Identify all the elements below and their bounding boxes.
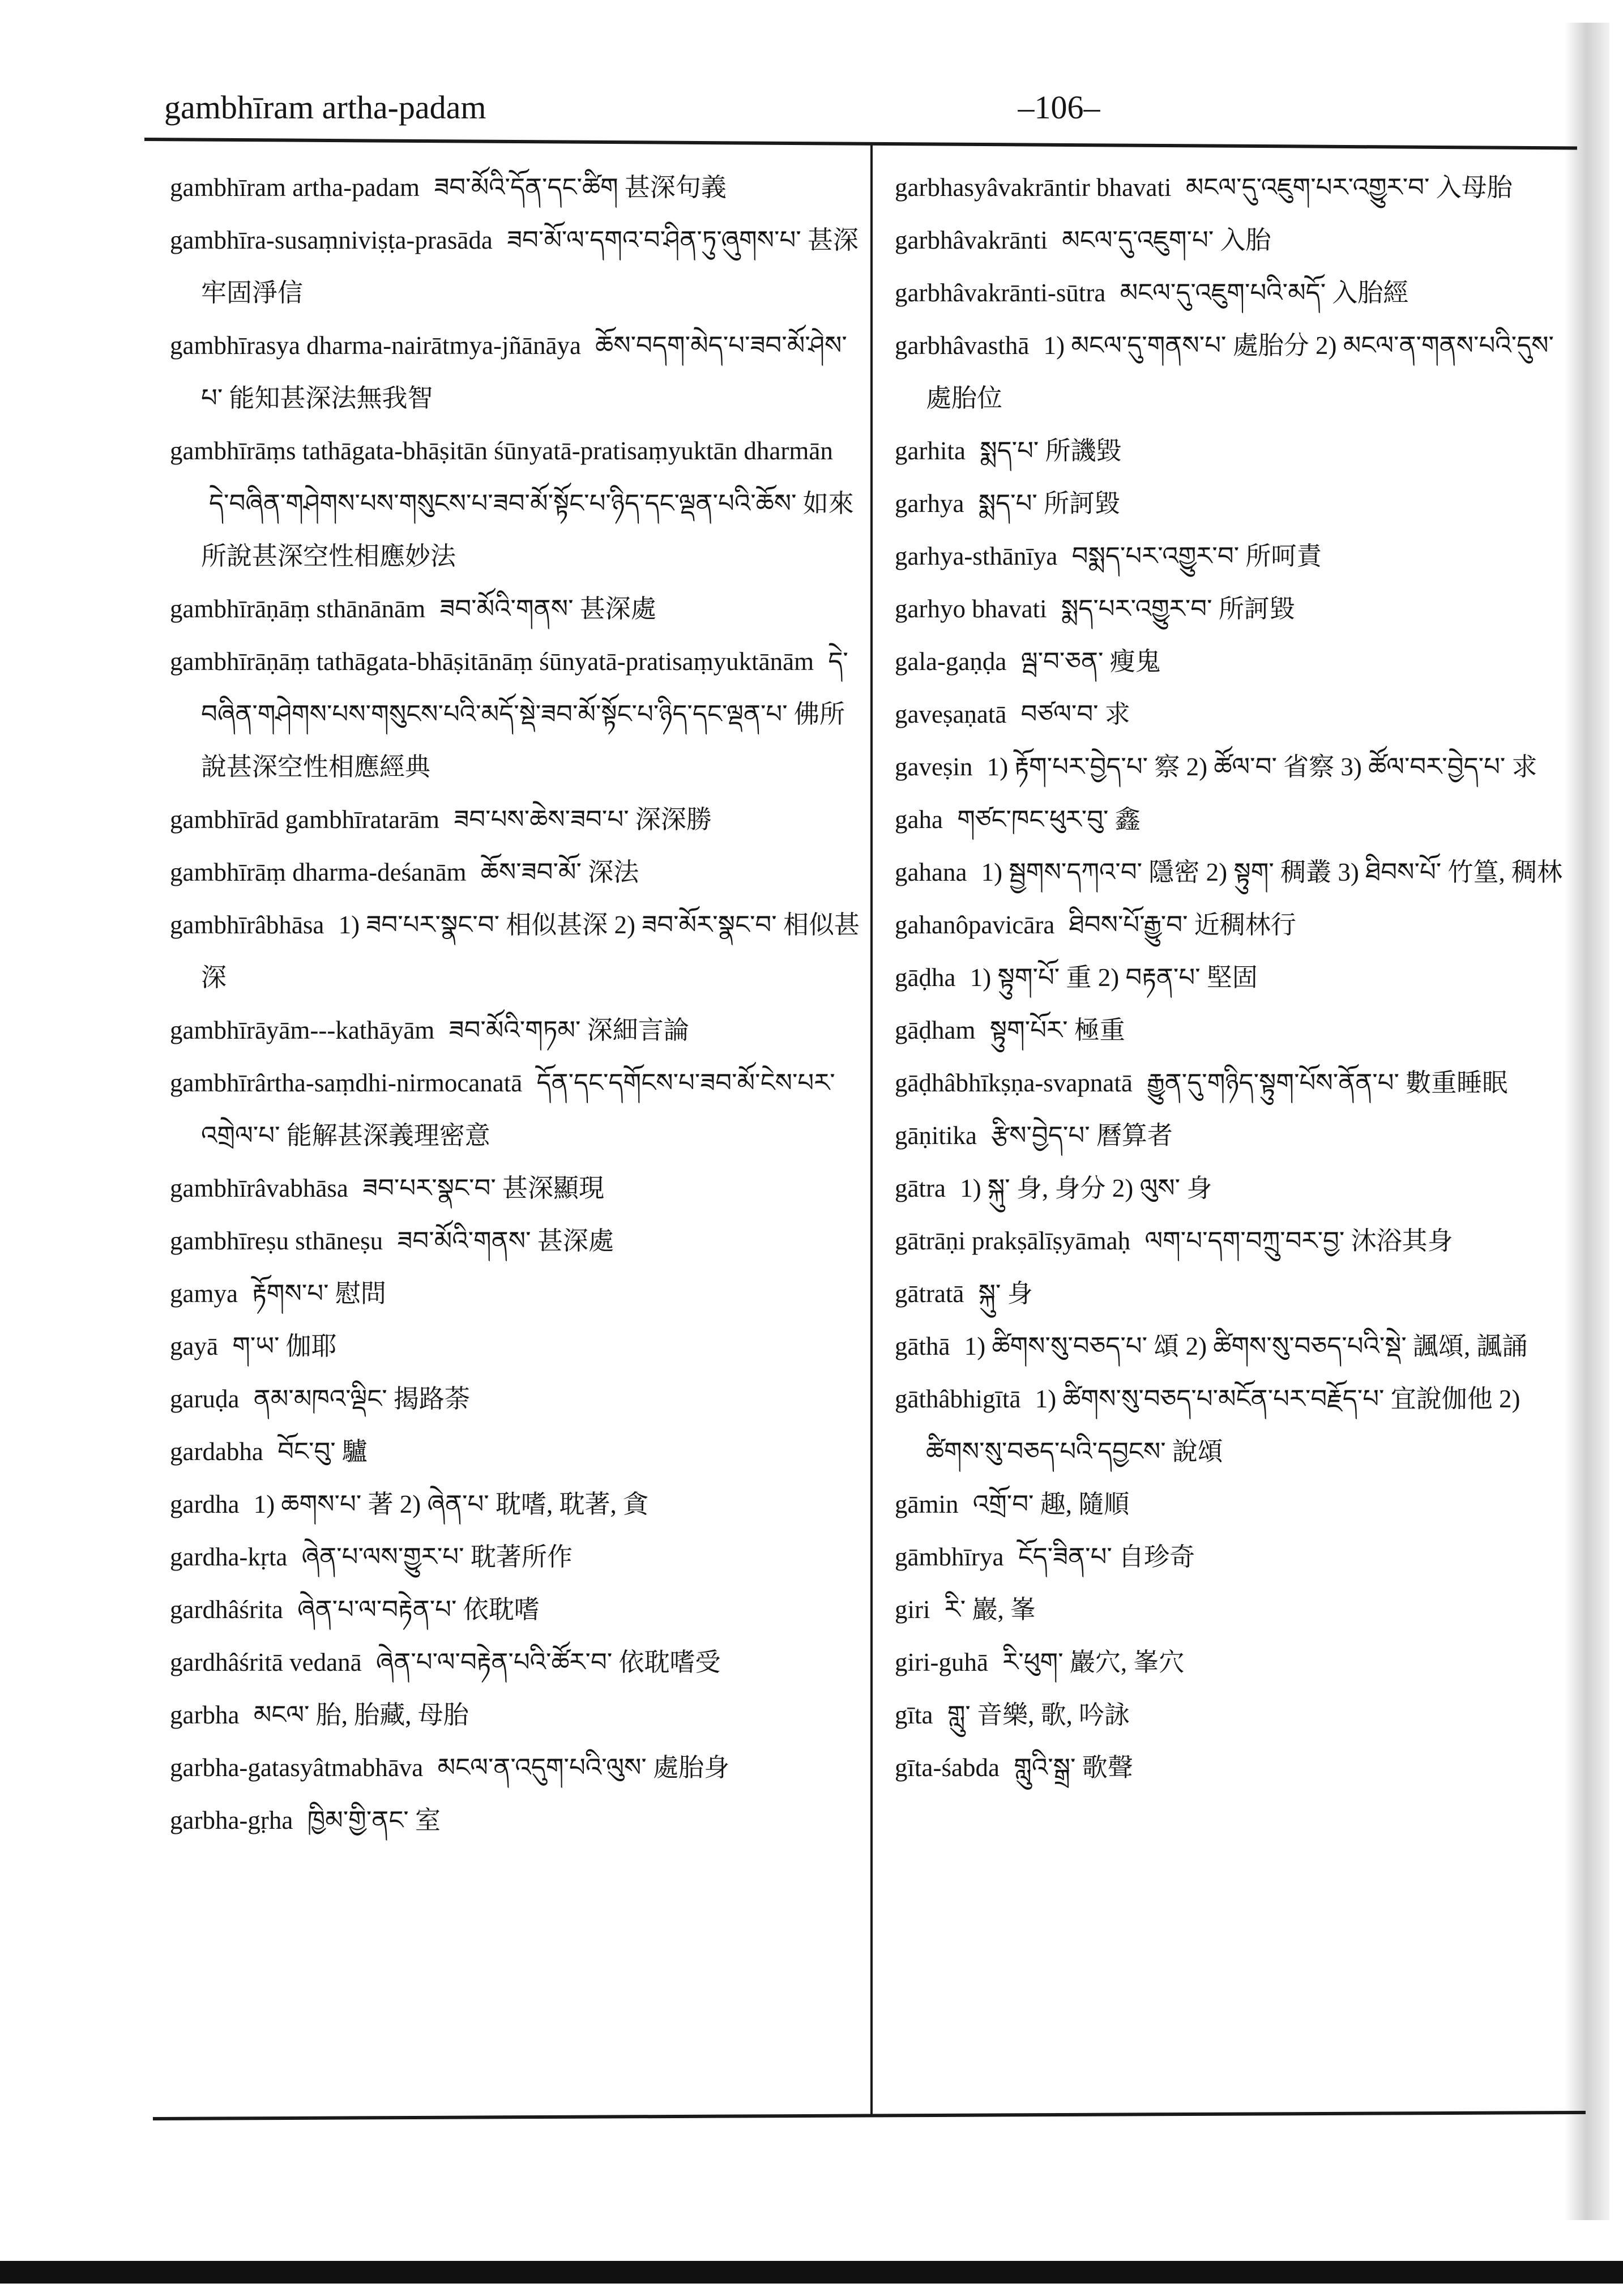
dictionary-entry xyxy=(170,214,866,319)
entry-headword: gāḍha xyxy=(895,963,956,992)
entry-headword: gala-gaṇḍa xyxy=(895,647,1007,676)
entry-gloss: བསྨད་པར་འགྱུར་བ་ 所呵責 xyxy=(1071,542,1322,570)
dictionary-entry xyxy=(895,1162,1566,1215)
entry-headword: gīta xyxy=(895,1701,933,1729)
entry-gloss: ཟབ་མོའི་གནས་ 甚深處 xyxy=(439,595,656,623)
entry-headword: gambhīrâvabhāsa xyxy=(170,1174,348,1202)
dictionary-entry xyxy=(170,1215,866,1268)
entry-headword: gambhīrāṇāṃ tathāgata-bhāṣitānāṃ śūnyatā-pratisaṃyuktānām xyxy=(170,647,814,676)
dictionary-entry xyxy=(170,1636,866,1689)
entry-headword: garbhâvakrānti xyxy=(895,226,1048,254)
entry-gloss: ཟབ་མོའི་གནས་ 甚深處 xyxy=(397,1227,614,1255)
entry-headword: garbhasyâvakrāntir bhavati xyxy=(895,173,1172,202)
dictionary-entry xyxy=(170,1057,866,1162)
entry-gloss: ངོད་ཟིན་པ་ 自珍奇 xyxy=(1018,1543,1195,1571)
entry-gloss: སྨད་པར་འགྱུར་བ་ 所訶毀 xyxy=(1061,595,1295,623)
entry-gloss: མངལ་དུ་འཇུག་པར་འགྱུར་བ་ 入母胎 xyxy=(1185,173,1513,202)
dictionary-entry xyxy=(895,1109,1566,1162)
entry-gloss: འགྲོ་བ་ 趣, 隨順 xyxy=(972,1490,1130,1518)
entry-headword: gamya xyxy=(170,1279,238,1308)
dictionary-entry xyxy=(170,635,866,793)
entry-gloss: མངལ་ 胎, 胎藏, 母胎 xyxy=(253,1701,469,1729)
dictionary-entry xyxy=(895,214,1566,267)
dictionary-entry xyxy=(895,899,1566,951)
dictionary-entry xyxy=(895,951,1566,1004)
dictionary-entry xyxy=(895,635,1566,688)
entry-headword: gardabha xyxy=(170,1437,263,1466)
dictionary-entry xyxy=(895,1320,1566,1373)
scan-edge-shadow xyxy=(1564,23,1609,2220)
running-head: gambhīram artha-padam xyxy=(164,89,486,126)
dictionary-entry xyxy=(170,1004,866,1057)
entry-gloss: ཞེན་པ་ལས་གྱུར་པ་ 耽著所作 xyxy=(301,1543,573,1571)
dictionary-entry xyxy=(895,1478,1566,1531)
entry-headword: garhya xyxy=(895,489,964,518)
dictionary-entry xyxy=(170,846,866,899)
entry-gloss: ནམ་མཁའ་ལྡིང་ 揭路荼 xyxy=(253,1385,470,1413)
page-header xyxy=(164,82,1557,133)
entry-headword: garbha xyxy=(170,1701,240,1729)
dictionary-entry xyxy=(170,1162,866,1215)
dictionary-entry xyxy=(895,161,1566,214)
dictionary-entry xyxy=(895,846,1566,899)
entry-headword: garbhâvasthā xyxy=(895,331,1030,360)
entry-gloss: 1) སྦྱགས་དཀའ་བ་ 隱密 2) སྟུག་ 稠叢 3) ཐིབས་པོ་ 竹篁, 稠林 xyxy=(981,858,1562,886)
dictionary-entry xyxy=(895,425,1566,477)
entry-headword: gaveṣin xyxy=(895,753,973,781)
dictionary-entry xyxy=(170,1531,866,1584)
entry-headword: gambhīram artha-padam xyxy=(170,173,420,202)
entry-headword: garbha-gṛha xyxy=(170,1806,293,1834)
entry-headword: gīta-śabda xyxy=(895,1753,1000,1782)
entry-headword: giri-guhā xyxy=(895,1648,988,1676)
entry-gloss: ག་ཡ་ 伽耶 xyxy=(232,1332,337,1360)
entry-headword: garbhâvakrānti-sūtra xyxy=(895,279,1106,307)
entry-gloss: རྩིས་བྱེད་པ་ 曆算者 xyxy=(991,1121,1173,1150)
entry-headword: gambhīrâbhāsa xyxy=(170,911,324,939)
dictionary-entry xyxy=(170,899,866,1004)
dictionary-entry xyxy=(895,477,1566,530)
entry-headword: gambhīrasya dharma-nairātmya-jñānāya xyxy=(170,331,581,360)
entry-headword: gātratā xyxy=(895,1279,964,1308)
column-divider xyxy=(870,143,873,2117)
entry-headword: gardha-kṛta xyxy=(170,1543,288,1571)
dictionary-entry xyxy=(170,793,866,846)
entry-headword: gambhīrāyām---kathāyām xyxy=(170,1016,435,1044)
dictionary-entry xyxy=(895,530,1566,583)
entry-headword: gambhīreṣu sthāneṣu xyxy=(170,1227,383,1255)
dictionary-entry xyxy=(170,425,866,583)
entry-headword: garhya-sthānīya xyxy=(895,542,1058,570)
entry-gloss: 1) རྟོག་པར་བྱེད་པ་ 察 2) ཚོལ་བ་ 省察 3) ཚོལ་བར་བྱེད་པ་ 求 xyxy=(986,753,1537,781)
entry-gloss: དོན་དང་དགོངས་པ་ཟབ་མོ་ངེས་པར་འགྲེལ་པ་ 能解甚深義理密意 xyxy=(201,1069,835,1150)
entry-headword: gaha xyxy=(895,805,943,834)
dictionary-entry xyxy=(895,741,1566,793)
entry-headword: gardhâśrita xyxy=(170,1595,283,1624)
entry-gloss: 1) ཚིགས་སུ་བཅད་པ་ 頌 2) ཚིགས་སུ་བཅད་པའི་སྡེ་ 諷頌, 諷誦 xyxy=(964,1332,1528,1360)
dictionary-entry xyxy=(895,1004,1566,1057)
dictionary-entry xyxy=(895,1531,1566,1584)
dictionary-entry xyxy=(170,319,866,425)
entry-headword: gambhīrāṃ dharma-deśanām xyxy=(170,858,467,886)
dictionary-entry xyxy=(170,1426,866,1478)
entry-headword: gāḍhâbhīkṣṇa-svapnatā xyxy=(895,1069,1133,1097)
entry-gloss: ཐིབས་པོ་རྒྱུ་བ་ 近稠林行 xyxy=(1069,911,1296,939)
entry-gloss: རྒྱུན་དུ་གཉིད་སྟུག་པོས་ནོན་པ་ 數重睡眠 xyxy=(1147,1069,1508,1097)
dictionary-entry xyxy=(895,319,1566,425)
entry-gloss: དེ་བཞིན་གཤེགས་པས་གསུངས་པའི་མདོ་སྡེ་ཟབ་མོ་སྟོང་པ་ཉིད་དང་ལྡན་པ་ 佛所說甚深空性相應經典 xyxy=(201,647,848,781)
entry-gloss: ཁྱིམ་གྱི་ནང་ 室 xyxy=(307,1806,441,1834)
entry-gloss: 1) སྐུ་ 身, 身分 2) ལུས་ 身 xyxy=(960,1174,1212,1202)
dictionary-entry xyxy=(895,1742,1566,1794)
entry-headword: gayā xyxy=(170,1332,218,1360)
entry-headword: gāmbhīrya xyxy=(895,1543,1004,1571)
dictionary-entry xyxy=(170,1689,866,1742)
left-column xyxy=(170,161,866,1847)
entry-headword: giri xyxy=(895,1595,930,1624)
entry-gloss: གླུ་ 音樂, 歌, 吟詠 xyxy=(947,1701,1130,1729)
entry-gloss: ཟབ་པས་ཆེས་ཟབ་པ་ 深深勝 xyxy=(454,805,712,834)
entry-gloss: ཟབ་པར་སྣང་བ་ 甚深顯現 xyxy=(362,1174,605,1202)
entry-gloss: 1) མངལ་དུ་གནས་པ་ 處胎分 2) མངལ་ན་གནས་པའི་དུས་ 處胎位 xyxy=(926,331,1554,412)
entry-gloss: དེ་བཞིན་གཤེགས་པས་གསུངས་པ་ཟབ་མོ་སྟོང་པ་ཉིད་དང་ལྡན་པའི་ཆོས་ 如來所說甚深空性相應妙法 xyxy=(201,489,854,570)
dictionary-entry xyxy=(895,1584,1566,1636)
entry-headword: gātrāṇi prakṣālīṣyāmaḥ xyxy=(895,1227,1131,1255)
entry-gloss: སྟུག་པོར་ 極重 xyxy=(989,1016,1125,1044)
entry-headword: gardha xyxy=(170,1490,240,1518)
entry-gloss: བཙལ་བ་ 求 xyxy=(1020,700,1130,728)
dictionary-entry xyxy=(895,1057,1566,1109)
entry-gloss: ཞེན་པ་ལ་བརྟེན་པ་ 依耽嗜 xyxy=(297,1595,540,1624)
dictionary-entry xyxy=(895,793,1566,846)
entry-gloss: མངལ་དུ་འཇུག་པ་ 入胎 xyxy=(1062,226,1271,254)
dictionary-entry xyxy=(895,267,1566,319)
entry-gloss: རི་ཕུག་ 巖穴, 峯穴 xyxy=(1002,1648,1185,1676)
entry-headword: gāthâbhigītā xyxy=(895,1385,1021,1413)
entry-gloss: སྨད་པ་ 所訶毀 xyxy=(978,489,1121,518)
entry-headword: garbha-gatasyâtmabhāva xyxy=(170,1753,424,1782)
dictionary-entry xyxy=(895,1268,1566,1320)
entry-headword: gambhīra-susaṃniviṣṭa-prasāda xyxy=(170,226,493,254)
entry-headword: gāṇitika xyxy=(895,1121,977,1150)
entry-gloss: ལག་པ་དག་བཀྲུ་བར་བྱ་ 沐浴其身 xyxy=(1144,1227,1453,1255)
entry-gloss: བོང་བུ་ 驢 xyxy=(277,1437,368,1466)
entry-headword: gāḍham xyxy=(895,1016,976,1044)
entry-gloss: ཆོས་བདག་མེད་པ་ཟབ་མོ་ཤེས་པ་ 能知甚深法無我智 xyxy=(201,331,847,412)
dictionary-entry xyxy=(170,1320,866,1373)
entry-headword: gahana xyxy=(895,858,967,886)
entry-headword: gātra xyxy=(895,1174,946,1202)
entry-gloss: གཙང་ཁང་ཕུར་བུ་ 鑫 xyxy=(957,805,1141,834)
dictionary-entry xyxy=(170,1742,866,1794)
dictionary-entry xyxy=(170,1794,866,1847)
entry-gloss: 1) ཟབ་པར་སྣང་བ་ 相似甚深 2) ཟབ་མོར་སྣང་བ་ 相似甚深 xyxy=(201,911,860,992)
page-number: –106– xyxy=(1018,89,1100,126)
entry-gloss: ཟབ་མོའི་གཏམ་ 深細言論 xyxy=(449,1016,689,1044)
scan-bottom-band xyxy=(0,2261,1623,2284)
entry-gloss: མངལ་དུ་འཇུག་པའི་མདོ་ 入胎經 xyxy=(1120,279,1409,307)
dictionary-entry xyxy=(170,1584,866,1636)
dictionary-entry xyxy=(170,161,866,214)
entry-headword: gahanôpavicāra xyxy=(895,911,1055,939)
entry-headword: gāmin xyxy=(895,1490,959,1518)
entry-gloss: ཟབ་མོའི་དོན་དང་ཚིག 甚深句義 xyxy=(434,173,727,202)
dictionary-entry xyxy=(895,1689,1566,1742)
entry-gloss: ཞེན་པ་ལ་བརྟེན་པའི་ཚོར་བ་ 依耽嗜受 xyxy=(375,1648,721,1676)
dictionary-entry xyxy=(170,1268,866,1320)
entry-headword: gāthā xyxy=(895,1332,950,1360)
entry-headword: gardhâśritā vedanā xyxy=(170,1648,362,1676)
dictionary-entry xyxy=(895,688,1566,741)
entry-gloss: སྐུ་ 身 xyxy=(978,1279,1033,1308)
dictionary-entry xyxy=(170,1478,866,1531)
entry-gloss: ཟབ་མོ་ལ་དགའ་བ་ཤིན་ཏུ་ཞུགས་པ་ 甚深牢固淨信 xyxy=(201,226,859,307)
entry-gloss: རྟོགས་པ་ 慰問 xyxy=(252,1279,386,1308)
entry-gloss: མངལ་ན་འདུག་པའི་ལུས་ 處胎身 xyxy=(437,1753,730,1782)
entry-headword: garhita xyxy=(895,437,966,465)
entry-headword: gambhīrârtha-saṃdhi-nirmocanatā xyxy=(170,1069,523,1097)
top-rule xyxy=(144,138,1577,150)
entry-headword: gambhīrāṇāṃ sthānānām xyxy=(170,595,426,623)
entry-headword: gambhīrād gambhīratarām xyxy=(170,805,440,834)
bottom-rule xyxy=(153,2111,1586,2120)
entry-gloss: སྨད་པ་ 所譏毀 xyxy=(980,437,1122,465)
right-column xyxy=(895,161,1566,1794)
entry-headword: gaveṣaṇatā xyxy=(895,700,1007,728)
dictionary-entry xyxy=(895,583,1566,635)
dictionary-entry xyxy=(170,1373,866,1426)
entry-headword: gambhīrāṃs tathāgata-bhāṣitān śūnyatā-pratisaṃyuktān dharmān xyxy=(170,437,833,465)
entry-gloss: གླུའི་སྒྲ་ 歌聲 xyxy=(1014,1753,1133,1782)
entry-gloss: 1) ཆགས་པ་ 著 2) ཞེན་པ་ 耽嗜, 耽著, 貪 xyxy=(253,1490,649,1518)
dictionary-entry xyxy=(895,1373,1566,1478)
entry-gloss: 1) སྟུག་པོ་ 重 2) བརྟན་པ་ 堅固 xyxy=(969,963,1258,992)
entry-headword: garuḍa xyxy=(170,1385,240,1413)
entry-gloss: ལྦ་བ་ཅན་ 瘦鬼 xyxy=(1020,647,1161,676)
dictionary-entry xyxy=(895,1636,1566,1689)
dictionary-entry xyxy=(170,583,866,635)
entry-headword: garhyo bhavati xyxy=(895,595,1047,623)
dictionary-entry xyxy=(895,1215,1566,1268)
entry-gloss: 1) ཚིགས་སུ་བཅད་པ་མངོན་པར་བརྗོད་པ་ 宜說伽他 2) ཚིགས་སུ་བཅད་པའི་དབྱངས་ 說頌 xyxy=(926,1385,1521,1466)
entry-gloss: ཆོས་ཟབ་མོ་ 深法 xyxy=(480,858,639,886)
entry-gloss: རི་ 巖, 峯 xyxy=(944,1595,1036,1624)
